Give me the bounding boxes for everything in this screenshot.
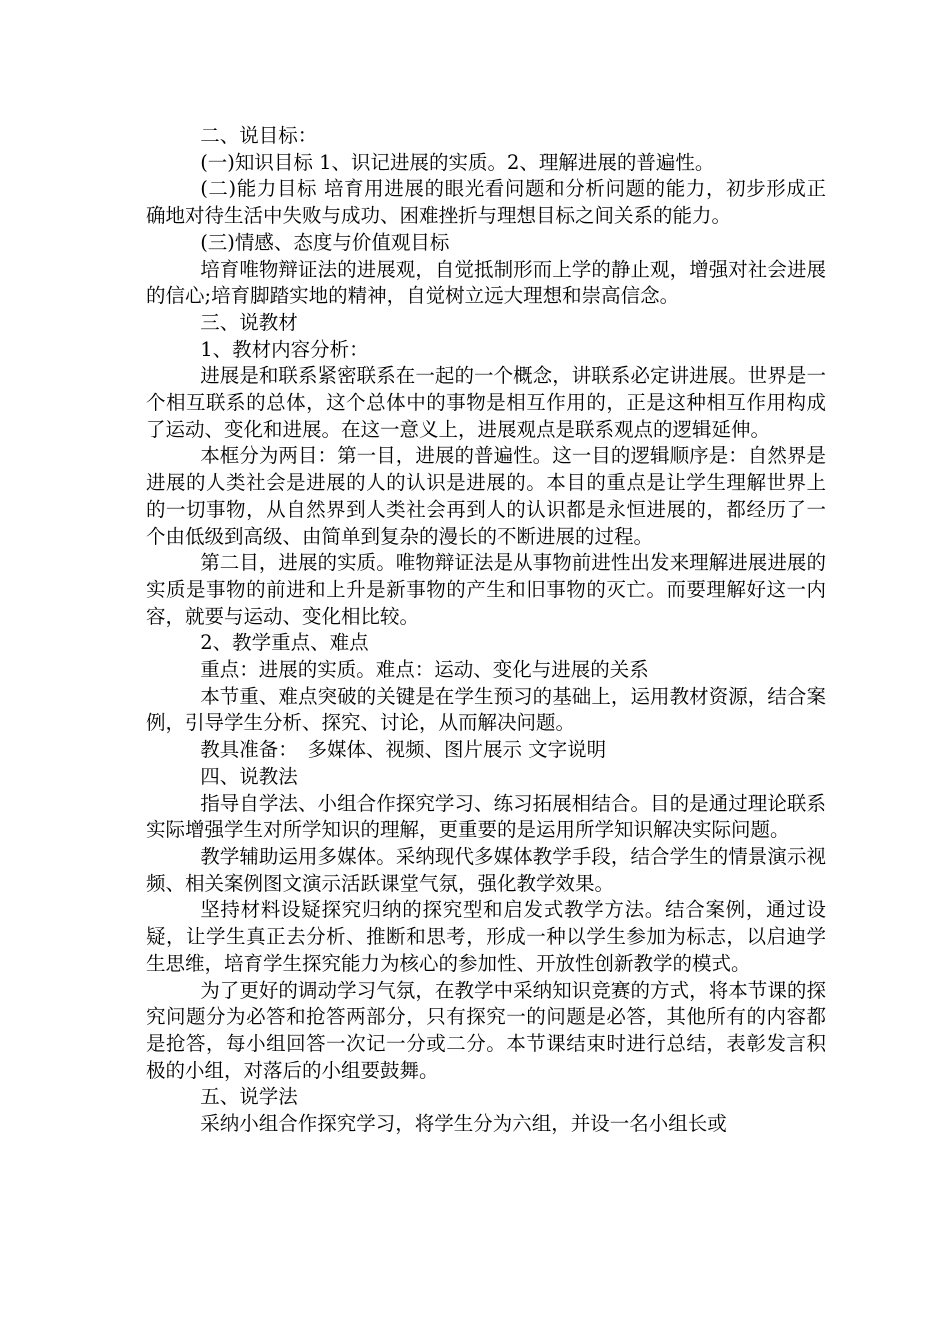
paragraph-teaching-aids: 教具准备： 多媒体、视频、图片展示 文字说明 (200, 738, 607, 762)
paragraph-self-study: 指导自学法、小组合作探究学习、练习拓展相结合。目的是通过理论联系实际增强学生对所学知识的理解，更重要的是运用所学知识解决实际问题。 (146, 791, 826, 842)
paragraph-ability-goal: (二)能力目标 培育用进展的眼光看问题和分析问题的能力，初步形成正确地对待生活中失败与成功、困难挫折与理想目标之间关系的能力。 (146, 177, 826, 228)
paragraph-multimedia: 教学辅助运用多媒体。采纳现代多媒体教学手段，结合学生的情景演示视频、相关案例图文演示活跃课堂气氛，强化教学效果。 (146, 844, 826, 895)
heading-objectives: 二、说目标： (200, 124, 318, 147)
paragraph-values-goal: 培育唯物辩证法的进展观，自觉抵制形而上学的静止观，增强对社会进展的信心;培育脚踏实地的精神，自觉树立远大理想和崇高信念。 (146, 257, 826, 308)
paragraph-content-analysis: 进展是和联系紧密联系在一起的一个概念，讲联系必定讲进展。世界是一个相互联系的总体，这个总体中的事物是相互作用的，正是这种相互作用构成了运动、变化和进展。在这一意义上，进展观点是联系观点的逻辑延伸。 (146, 364, 826, 441)
paragraph-second-section: 第二目，进展的实质。唯物辩证法是从事物前进性出发来理解进展进展的实质是事物的前进和上升是新事物的产生和旧事物的灭亡。而要理解好这一内容，就要与运动、变化相比较。 (146, 551, 826, 628)
paragraph-first-section: 本框分为两目：第一目，进展的普遍性。这一目的逻辑顺序是：自然界是进展的人类社会是进展的人的认识是进展的。本目的重点是让学生理解世界上的一切事物，从自然界到人类社会再到人的认识都是永恒进展的，都经历了一个由低级到高级、由简单到复杂的漫长的不断进展的过程。 (146, 444, 826, 548)
heading-teaching-methods: 四、说教法 (200, 764, 298, 788)
paragraph-group-study: 采纳小组合作探究学习，将学生分为六组，并设一名小组长或 (200, 1112, 727, 1136)
paragraph-inquiry: 坚持材料设疑探究归纳的探究型和启发式教学方法。结合案例，通过设疑，让学生真正去分析、推断和思考，形成一种以学生参加为标志，以启迪学生思维，培育学生探究能力为核心的参加性、开放性创新教学的模式。 (146, 898, 826, 975)
subheading-key-points: 2、教学重点、难点 (200, 631, 369, 655)
document-body (146, 123, 826, 1138)
paragraph-competition: 为了更好的调动学习气氛，在教学中采纳知识竞赛的方式，将本节课的探究问题分为必答和抢答两部分，只有探究一的问题是必答，其他所有的内容都是抢答，每小组回答一次记一分或二分。本节课结束时进行总结，表彰发言积极的小组，对落后的小组要鼓舞。 (146, 978, 826, 1082)
subheading-values-goal: (三)情感、态度与价值观目标 (200, 230, 450, 254)
paragraph-breakthrough: 本节重、难点突破的关键是在学生预习的基础上，运用教材资源，结合案例，引导学生分析、探究、讨论，从而解决问题。 (146, 684, 826, 735)
paragraph-knowledge-goal: (一)知识目标 1、识记进展的实质。2、理解进展的普遍性。 (200, 150, 715, 174)
heading-textbook: 三、说教材 (200, 310, 298, 334)
heading-learning-methods: 五、说学法 (200, 1085, 298, 1109)
paragraph-key-points: 重点：进展的实质。难点：运动、变化与进展的关系 (200, 658, 649, 682)
subheading-content-analysis: 1、教材内容分析： (200, 337, 369, 361)
